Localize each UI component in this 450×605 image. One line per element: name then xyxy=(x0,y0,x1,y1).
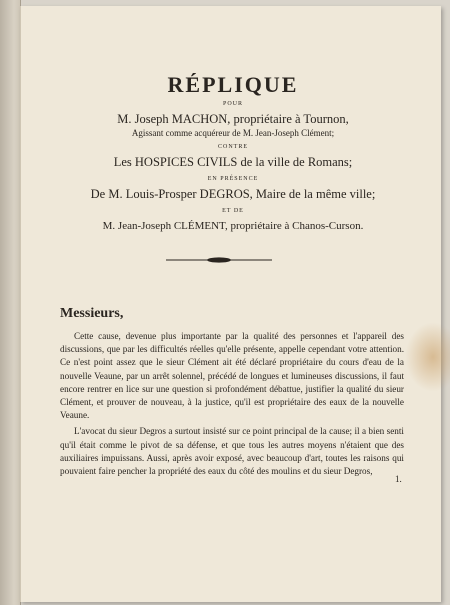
book-spine xyxy=(0,0,21,605)
party-clement: M. Jean-Joseph CLÉMENT, propriétaire à Chanos-Curson. xyxy=(102,220,364,232)
pour-label: POUR xyxy=(222,101,243,107)
en-presence-label: EN PRÉSENCE xyxy=(207,176,259,182)
body-text xyxy=(60,330,404,478)
page-number: 1. xyxy=(395,474,402,484)
party-machon-subtitle: Agissant comme acquéreur de M. Jean-Joseph Clément; xyxy=(131,128,335,138)
paragraph-1: Cette cause, devenue plus importante par la qualité des personnes et l'appareil des discussions, que par les difficultés réelles qu'elle présente, appelle cependant votre attention. Ce n'est point assez que le sieur Clément ait été déclaré propriétaire du cours d'eau de la nouvelle Veaune, par un arrêt solennel, précédé de longues et lumineuses discussions, il faut encore rentrer en lice sur une question si profondément débattue, justifier la qualité du sieur Clément, et prouver de nouveau, à la justice, qu'il est propriétaire des eaux de la nouvelle Veaune. xyxy=(60,331,404,421)
party-machon: M. Joseph MACHON, propriétaire à Tournon, xyxy=(117,112,349,126)
document-title: RÉPLIQUE xyxy=(167,72,299,97)
et-de-label: ET DE xyxy=(222,208,244,214)
party-degros: De M. Louis-Prosper DEGROS, Maire de la même ville; xyxy=(90,187,376,201)
paragraph-2: L'avocat du sieur Degros a surtout insisté sur ce point principal de la cause; il a bien senti qu'il était comme le pivot de sa défense, et que tous les autres moyens n'étaient que des auxiliaires impuissans. Aussi, après avoir exposé, avec beaucoup d'art, toutes les raisons qui pouvaient faire pencher la propriété des eaux du côté des moulins et du sieur Degros, xyxy=(60,426,404,477)
ornamental-divider xyxy=(164,256,274,264)
salutation-heading: Messieurs, xyxy=(60,306,124,321)
contre-label: CONTRE xyxy=(218,144,248,150)
water-stain xyxy=(405,322,450,392)
party-hospices: Les HOSPICES CIVILS de la ville de Romans; xyxy=(113,155,353,169)
title-block xyxy=(68,72,398,235)
